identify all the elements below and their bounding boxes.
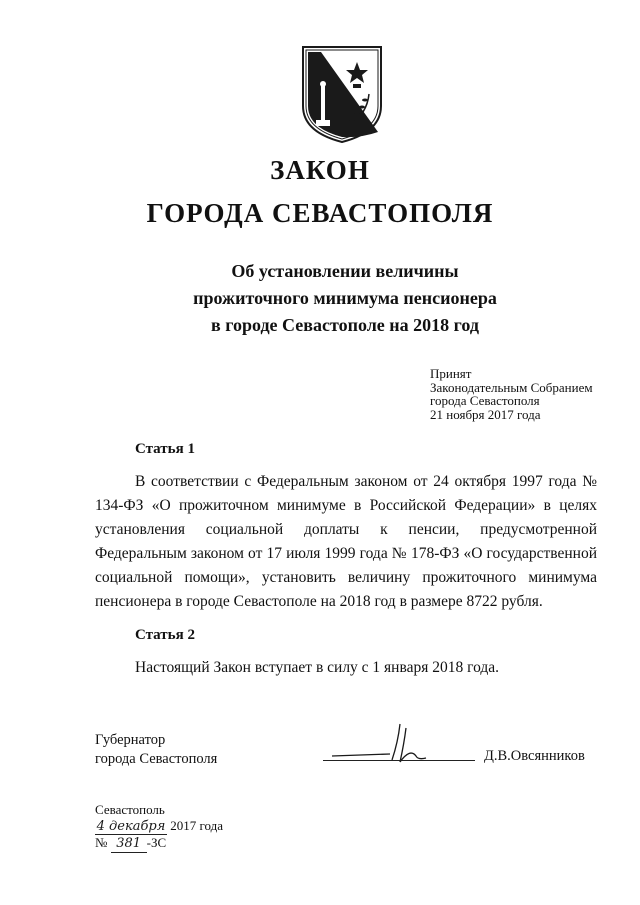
adoption-line: города Севастополя [430, 393, 540, 408]
signature-line [323, 760, 475, 761]
handwritten-number: 381 [111, 836, 147, 853]
number-prefix: № [95, 835, 108, 850]
subject-line: прожиточного минимума пенсионера [193, 288, 497, 308]
coat-of-arms-emblem [299, 44, 385, 144]
article-1-text: В соответствии с Федеральным законом от 24 октября 1997 года № 134-ФЗ «О прожиточном минимуме в Российской Федерации» в целях установления социальной доплаты к пенсии, предусмотренной Федеральным законом от 17 июля 1999 года № 178-ФЗ «О государственной социальной помощи», установить величину прожиточного минимума пенсионера в городе Севастополе на 2018 год в размере 8722 рубля. [95, 473, 597, 610]
signatory-position [95, 731, 217, 769]
subject-line: в городе Севастополе на 2018 год [211, 315, 479, 335]
law-title: ЗАКОН [270, 155, 370, 185]
city-title: ГОРОДА СЕВАСТОПОЛЯ [146, 198, 494, 228]
article-2-text: Настоящий Закон вступает в силу с 1 января 2018 года. [135, 659, 500, 676]
article-1-heading: Статья 1 [135, 441, 195, 457]
footer-city: Севастополь [95, 802, 165, 817]
adoption-date: 21 ноября 2017 года [430, 406, 541, 422]
signatory-name: Д.В.Овсянников [484, 748, 585, 764]
adoption-line: Законодательным Собранием [430, 379, 593, 395]
position-line: Губернатор [95, 732, 166, 748]
position-line: города Севастополя [95, 751, 218, 767]
handwritten-date: 4 декабря [96, 818, 166, 834]
footer-year: 2017 года [170, 817, 224, 833]
footer-number [95, 835, 223, 853]
document-footer [95, 802, 223, 853]
footer-date [95, 818, 223, 836]
sevastopol-emblem-icon [299, 44, 385, 144]
adoption-line: Принят [430, 366, 472, 381]
law-subject [0, 258, 640, 339]
number-suffix: -ЗС [146, 835, 167, 850]
article-2-heading: Статья 2 [135, 627, 195, 643]
subject-line: Об установлении величины [231, 261, 459, 281]
adoption-note [430, 367, 593, 421]
